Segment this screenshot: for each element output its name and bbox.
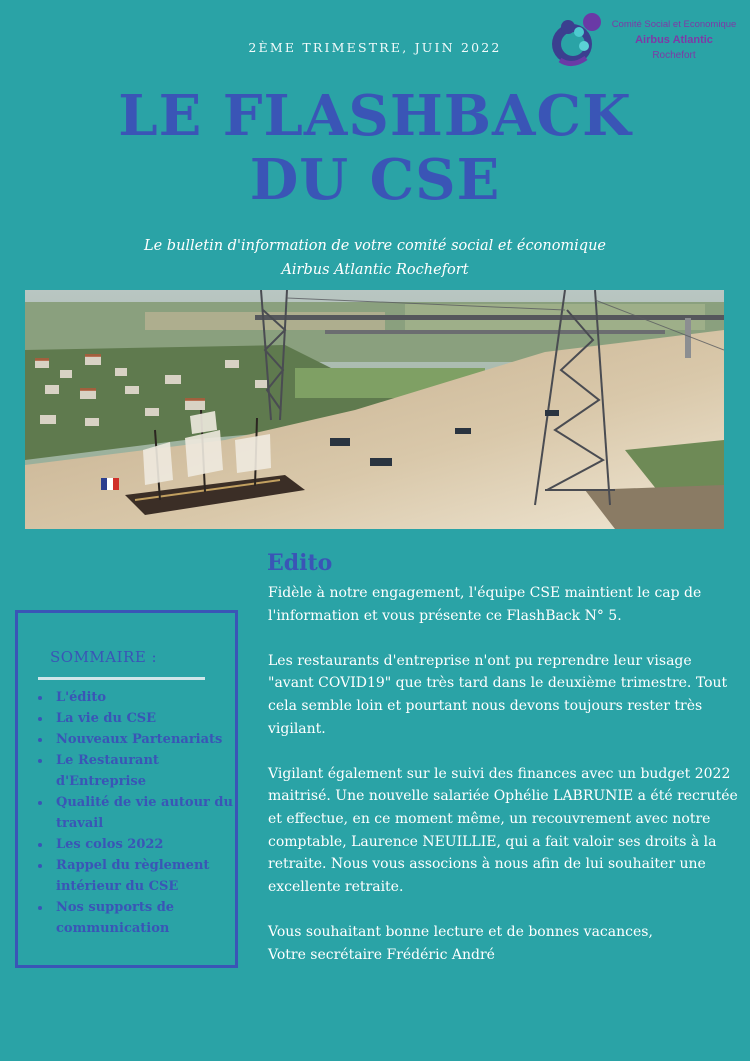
sommaire-item: Nos supports de communication bbox=[38, 897, 233, 939]
sommaire-list bbox=[38, 687, 233, 939]
bullet-icon bbox=[38, 738, 42, 742]
title-line-1: LE FLASHBACK bbox=[118, 83, 632, 149]
title-line-2: DU CSE bbox=[249, 147, 501, 213]
bullet-icon bbox=[38, 801, 42, 805]
sommaire-item: Nouveaux Partenariats bbox=[38, 729, 233, 750]
logo-line-2: Airbus Atlantic bbox=[635, 34, 713, 46]
bullet-icon bbox=[38, 843, 42, 847]
sommaire-item: Rappel du règlement intérieur du CSE bbox=[38, 855, 233, 897]
edito-closing: Vous souhaitant bonne lecture et de bonnes vacances, bbox=[268, 923, 653, 940]
sommaire-box bbox=[15, 610, 238, 968]
bullet-icon bbox=[38, 696, 42, 700]
sommaire-item: Le Restaurant d'Entreprise bbox=[38, 750, 233, 792]
edito-body bbox=[268, 582, 738, 966]
edito-paragraph: Fidèle à notre engagement, l'équipe CSE maintient le cap de l'information et vous présente ce FlashBack N° 5. bbox=[268, 585, 702, 624]
sommaire-item: Qualité de vie autour du travail bbox=[38, 792, 233, 834]
sommaire-item: Les colos 2022 bbox=[38, 834, 233, 855]
newsletter-title bbox=[0, 84, 750, 212]
bullet-icon bbox=[38, 717, 42, 721]
edito-title: Edito bbox=[267, 550, 333, 576]
edito-paragraph: Vigilant également sur le suivi des finances avec un budget 2022 maitrisé. Une nouvelle salariée Ophélie LABRUNIE a été recrutée et effectue, en ce moment même, un recouvrement avec notre comptable, Laurence NEUILLIE, qui a fait valoir ses droits à la retraite. Nous vous associons à nous afin de lui souhaiter une excellente retraite. bbox=[268, 765, 738, 895]
logo-line-1: Comité Social et Economique bbox=[611, 19, 737, 30]
sommaire-item: L'édito bbox=[38, 687, 233, 708]
sommaire-title: SOMMAIRE : bbox=[50, 648, 158, 666]
cse-logo bbox=[546, 10, 746, 70]
sommaire-divider bbox=[38, 677, 205, 680]
bullet-icon bbox=[38, 864, 42, 868]
people-logo-icon bbox=[546, 10, 606, 70]
edito-paragraph: Les restaurants d'entreprise n'ont pu reprendre leur visage "avant COVID19" que très tard dans le deuxième trimestre. Tout cela semble loin et pourtant nous devons toujours rester très vigilant. bbox=[268, 652, 728, 737]
edito-signature: Votre secrétaire Frédéric André bbox=[268, 946, 495, 963]
subtitle-line-2: Airbus Atlantic Rochefort bbox=[281, 262, 469, 278]
bullet-icon bbox=[38, 759, 42, 763]
logo-line-3: Rochefort bbox=[652, 50, 696, 61]
sommaire-item: La vie du CSE bbox=[38, 708, 233, 729]
cover-photo bbox=[25, 290, 724, 529]
transporter-bridge-photo-icon bbox=[25, 290, 724, 529]
newsletter-subtitle bbox=[0, 234, 750, 282]
bullet-icon bbox=[38, 906, 42, 910]
subtitle-line-1: Le bulletin d'information de votre comité social et économique bbox=[143, 238, 607, 254]
issue-date: 2ÈME TRIMESTRE, JUIN 2022 bbox=[248, 40, 502, 55]
